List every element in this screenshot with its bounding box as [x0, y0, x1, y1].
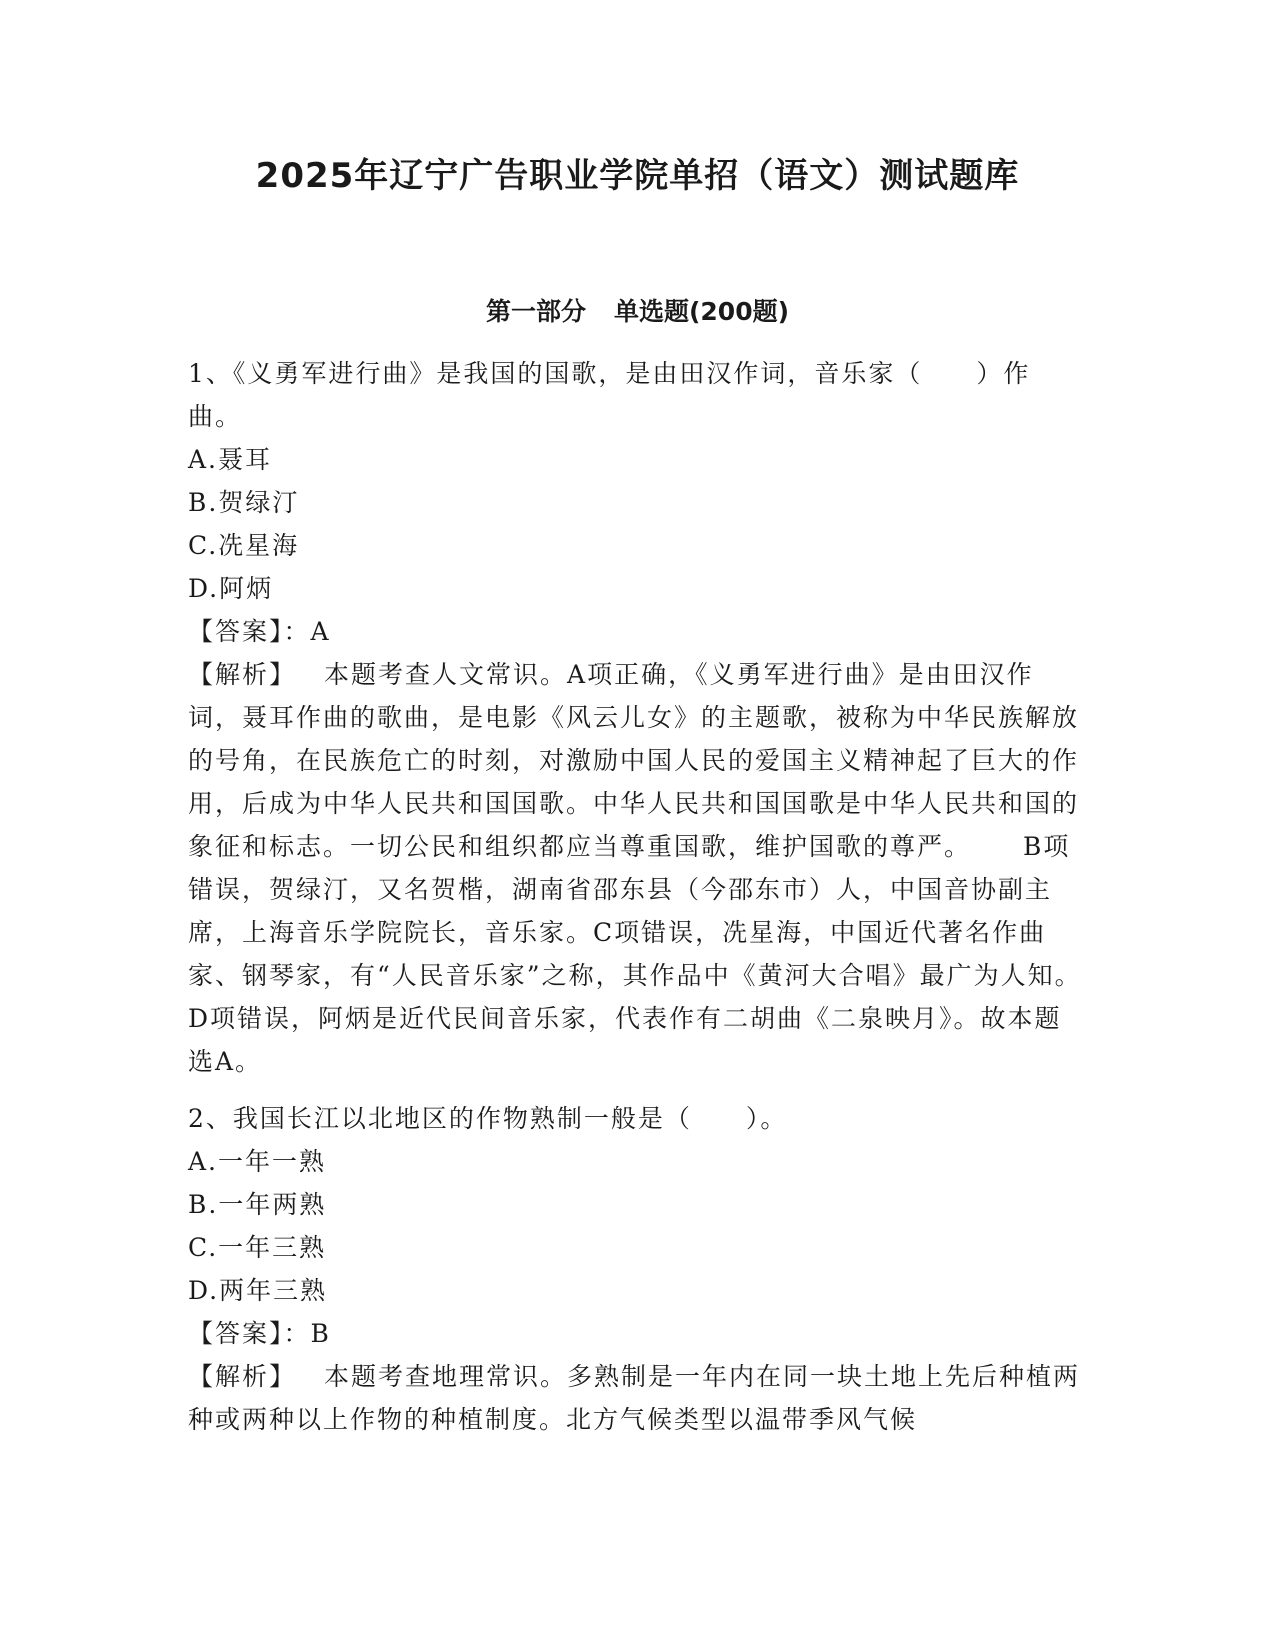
answer-value: A [310, 617, 331, 646]
answer-value: B [310, 1319, 331, 1348]
answer-label: 【答案】： [188, 617, 311, 646]
explanation [188, 1355, 1083, 1441]
explanation [188, 653, 1083, 1083]
explanation-text: 本题考查人文常识。A项正确，《义勇军进行曲》是由田汉作词，聂耳作曲的歌曲，是电影《风云儿女》的主题歌，被称为中华民族解放的号角，在民族危亡的时刻，对激励中国人民的爱国主义精神起了巨大的作用，后成为中华人民共和国国歌。中华人民共和国国歌是中华人民共和国的象征和标志。一切公民和组织都应当尊重国歌，维护国歌的尊严。 [188, 660, 1080, 861]
explanation-label: 【解析】 [188, 1362, 297, 1391]
option-d: D.阿炳 [188, 574, 274, 603]
section-part: 第一部分 [485, 297, 586, 326]
answer-line [188, 1312, 1083, 1355]
section-name: 单选题(200题) [613, 297, 790, 326]
answer-line [188, 610, 1083, 653]
option-a: A.聂耳 [188, 445, 273, 474]
question-stem: 1、《义勇军进行曲》是我国的国歌，是由田汉作词，音乐家（ ）作曲。 [188, 359, 1031, 431]
page-title: 2025年辽宁广告职业学院单招（语文）测试题库 [255, 156, 1020, 196]
option-d: D.两年三熟 [188, 1276, 328, 1305]
option-a: A.一年一熟 [188, 1147, 327, 1176]
explanation-text: 本题考查地理常识。多熟制是一年内在同一块土地上先后种植两种或两种以上作物的种植制度。北方气候类型以温带季风气候 [188, 1362, 1081, 1434]
question-item [188, 1097, 1083, 1441]
option-c: C.一年三熟 [188, 1233, 327, 1262]
section-heading [0, 292, 1275, 328]
explanation-label: 【解析】 [188, 660, 297, 689]
question-item [188, 352, 1083, 1083]
explanation-text-continued: B项错误，贺绿汀，又名贺楷，湖南省邵东县（今邵东市）人，中国音协副主席，上海音乐学院院长，音乐家。C项错误，冼星海，中国近代著名作曲家、钢琴家，有“人民音乐家”之称，其作品中《黄河大合唱》最广为人知。D项错误，阿炳是近代民间音乐家，代表作有二胡曲《二泉映月》。故本题选A。 [188, 832, 1082, 1076]
question-stem: 2、我国长江以北地区的作物熟制一般是（ ）。 [188, 1104, 788, 1133]
question-list [188, 352, 1083, 1441]
option-b: B.一年两熟 [188, 1190, 327, 1219]
option-b: B.贺绿汀 [188, 488, 300, 517]
option-c: C.冼星海 [188, 531, 300, 560]
answer-label: 【答案】： [188, 1319, 311, 1348]
